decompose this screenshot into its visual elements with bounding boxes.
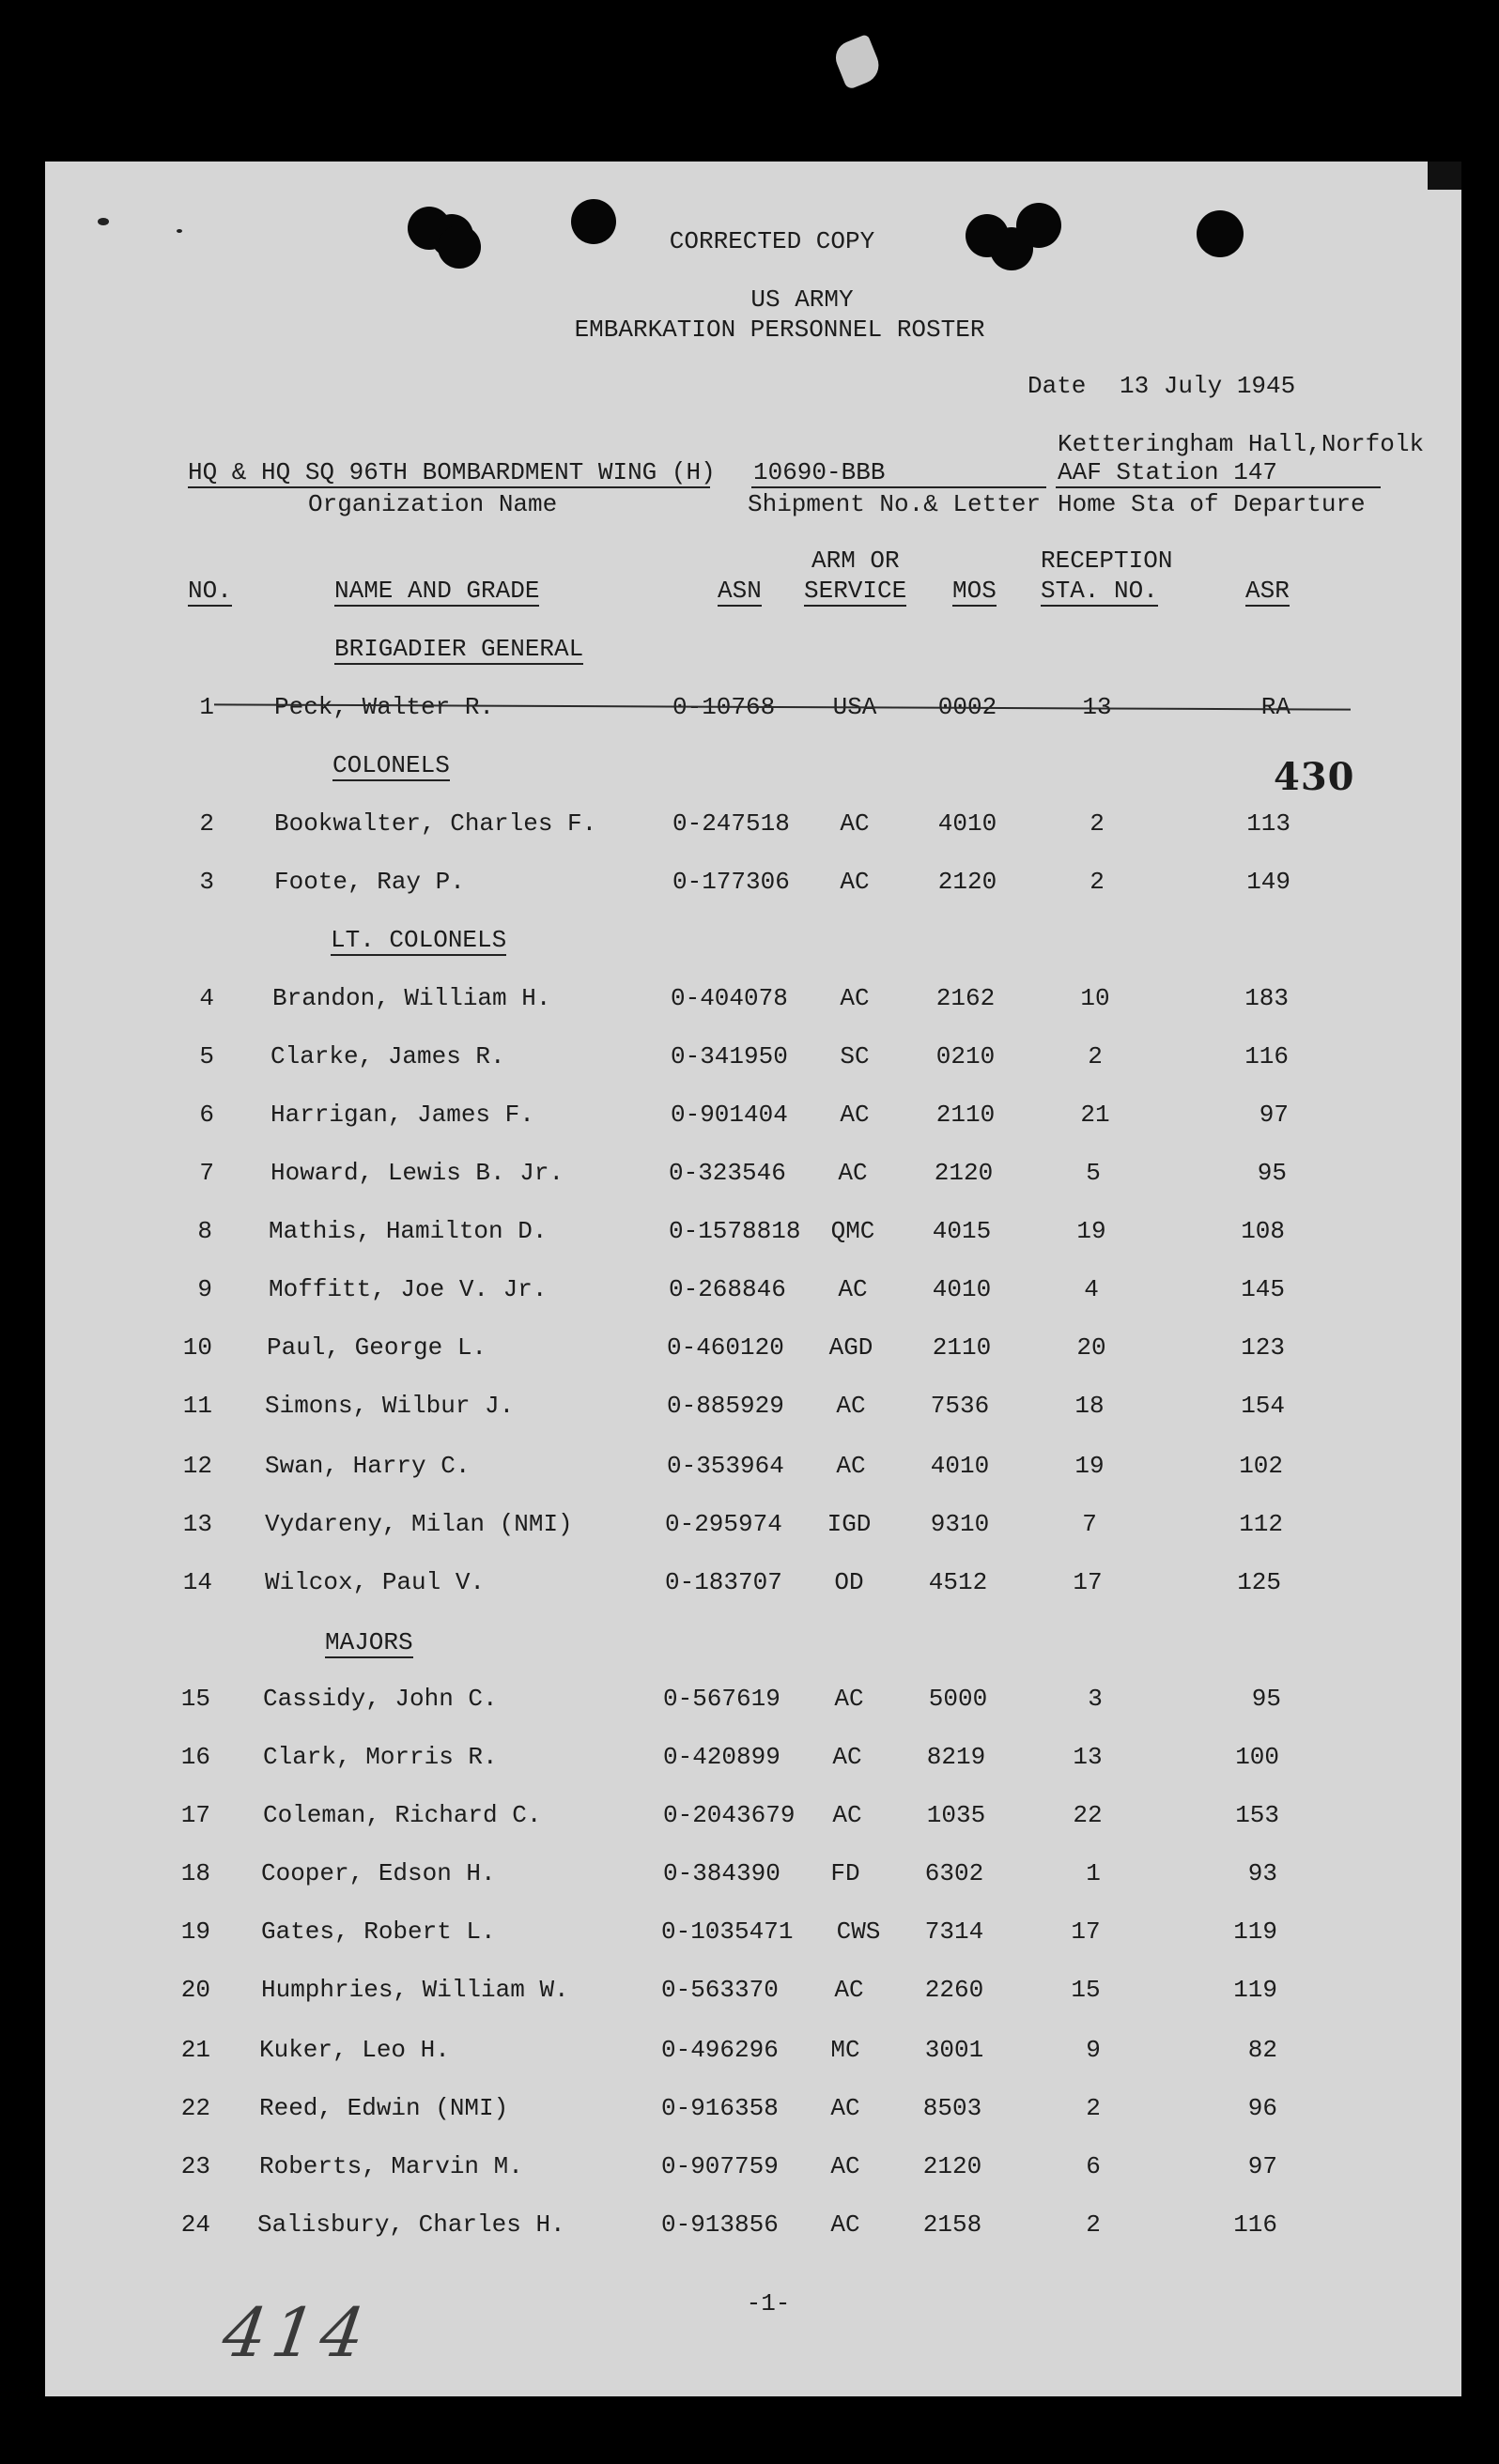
col-reception-top: RECEPTION	[1041, 547, 1173, 575]
row-asr: 153	[1235, 1801, 1279, 1829]
row-mos: 9310	[930, 1510, 990, 1538]
home-station-line2: AAF Station 147	[1058, 458, 1278, 486]
row-sta: 19	[1076, 1217, 1106, 1245]
row-sta: 2	[1089, 868, 1105, 896]
row-no: 15	[180, 1685, 210, 1713]
row-asr: 112	[1239, 1510, 1283, 1538]
row-asn: 0-323546	[669, 1159, 786, 1187]
punch-hole	[1197, 210, 1244, 257]
organization-label: Organization Name	[308, 490, 558, 518]
row-asn: 0-901404	[671, 1101, 788, 1129]
row-asr: 82	[1247, 2036, 1277, 2064]
col-arm-top: ARM OR	[811, 547, 900, 575]
row-asn: 0-913856	[661, 2210, 779, 2239]
row-asn: 0-907759	[661, 2152, 779, 2180]
row-no: 10	[182, 1333, 212, 1362]
row-no: 16	[180, 1743, 210, 1771]
row-name: Cooper, Edson H.	[261, 1859, 496, 1887]
page-number: -1-	[746, 2289, 791, 2318]
row-asr: 145	[1241, 1275, 1285, 1303]
row-sta: 22	[1073, 1801, 1103, 1829]
grade-heading: MAJORS	[325, 1628, 413, 1656]
row-no: 11	[182, 1392, 212, 1420]
row-name: Salisbury, Charles H.	[257, 2210, 565, 2239]
row-mos: 4010	[930, 1452, 990, 1480]
row-asn: 0-268846	[669, 1275, 786, 1303]
row-sta: 20	[1076, 1333, 1106, 1362]
row-no: 19	[180, 1917, 210, 1946]
row-asr: RA	[1260, 693, 1290, 721]
row-name: Wilcox, Paul V.	[265, 1568, 486, 1596]
home-station-line1: Ketteringham Hall,Norfolk	[1058, 430, 1425, 458]
row-mos: 3001	[924, 2036, 984, 2064]
row-sta: 4	[1084, 1275, 1099, 1303]
punch-hole	[1016, 203, 1061, 248]
row-mos: 6302	[924, 1859, 984, 1887]
row-asr: 96	[1247, 2094, 1277, 2122]
row-arm: AC	[832, 1801, 862, 1829]
row-sta: 2	[1088, 1042, 1103, 1070]
row-sta: 18	[1074, 1392, 1105, 1420]
row-asn: 0-2043679	[663, 1801, 796, 1829]
shipment-underline	[751, 486, 1046, 488]
organization-name: HQ & HQ SQ 96TH BOMBARDMENT WING (H)	[188, 458, 716, 486]
row-name: Harrigan, James F.	[270, 1101, 534, 1129]
row-arm: AC	[836, 1452, 866, 1480]
shipment-number: 10690-BBB	[753, 458, 886, 486]
table-row	[45, 1275, 1461, 1309]
punch-hole	[438, 225, 481, 269]
row-asr: 183	[1244, 984, 1289, 1012]
row-no: 5	[199, 1042, 214, 1070]
row-arm: CWS	[836, 1917, 881, 1946]
row-arm: AC	[840, 868, 870, 896]
handwritten-number: 430	[1274, 755, 1355, 799]
row-no: 18	[180, 1859, 210, 1887]
col-mos: MOS	[952, 577, 997, 605]
ink-mark	[98, 218, 109, 225]
row-mos: 2162	[935, 984, 996, 1012]
row-no: 22	[180, 2094, 210, 2122]
roster-page	[45, 162, 1461, 2396]
table-row	[45, 1917, 1461, 1951]
row-asr: 116	[1244, 1042, 1289, 1070]
table-row	[45, 1333, 1461, 1367]
shipment-label: Shipment No.& Letter	[748, 490, 1042, 518]
row-no: 8	[197, 1217, 212, 1245]
row-asr: 123	[1241, 1333, 1285, 1362]
table-row	[45, 2036, 1461, 2070]
row-arm: SC	[840, 1042, 870, 1070]
row-arm: AC	[830, 2210, 860, 2239]
row-sta: 7	[1082, 1510, 1097, 1538]
row-mos: 4010	[937, 809, 997, 838]
row-mos: 2120	[934, 1159, 994, 1187]
punch-hole	[571, 199, 616, 244]
row-asr: 97	[1247, 2152, 1277, 2180]
row-arm: AC	[832, 1743, 862, 1771]
row-sta: 15	[1071, 1976, 1101, 2004]
row-sta: 2	[1086, 2094, 1101, 2122]
row-sta: 2	[1089, 809, 1105, 838]
row-name: Simons, Wilbur J.	[265, 1392, 515, 1420]
row-arm: AC	[840, 1101, 870, 1129]
table-row	[45, 1392, 1461, 1425]
row-name: Mathis, Hamilton D.	[269, 1217, 548, 1245]
row-arm: AC	[834, 1685, 864, 1713]
row-asn: 0-341950	[671, 1042, 788, 1070]
row-mos: 8219	[926, 1743, 986, 1771]
row-sta: 2	[1086, 2210, 1101, 2239]
row-arm: AGD	[828, 1333, 873, 1362]
row-no: 9	[197, 1275, 212, 1303]
row-arm: FD	[830, 1859, 860, 1887]
row-sta: 1	[1086, 1859, 1101, 1887]
organization-underline	[188, 486, 710, 488]
row-mos: 2158	[922, 2210, 982, 2239]
col-asn: ASN	[718, 577, 762, 605]
row-mos: 4512	[928, 1568, 988, 1596]
row-name: Clarke, James R.	[270, 1042, 505, 1070]
row-name: Swan, Harry C.	[265, 1452, 471, 1480]
row-name: Cassidy, John C.	[263, 1685, 498, 1713]
row-mos: 0210	[935, 1042, 996, 1070]
table-row	[45, 1159, 1461, 1193]
row-sta: 13	[1073, 1743, 1103, 1771]
row-asr: 119	[1233, 1976, 1277, 2004]
row-asn: 0-183707	[665, 1568, 782, 1596]
col-asr: ASR	[1245, 577, 1290, 605]
row-name: Humphries, William W.	[261, 1976, 569, 2004]
row-sta: 6	[1086, 2152, 1101, 2180]
table-row	[45, 1976, 1461, 2010]
row-name: Paul, George L.	[267, 1333, 487, 1362]
table-row	[45, 2210, 1461, 2244]
row-arm: AC	[838, 1275, 868, 1303]
date-label: Date	[1028, 372, 1087, 400]
row-mos: 2120	[937, 868, 997, 896]
row-asr: 93	[1247, 1859, 1277, 1887]
row-arm: MC	[830, 2036, 860, 2064]
grade-heading: LT. COLONELS	[331, 926, 507, 954]
row-sta: 9	[1086, 2036, 1101, 2064]
us-army-heading: US ARMY	[750, 285, 854, 314]
row-arm: AC	[830, 2152, 860, 2180]
row-asr: 100	[1235, 1743, 1279, 1771]
row-asn: 0-177306	[672, 868, 790, 896]
row-asr: 149	[1246, 868, 1290, 896]
row-mos: 2110	[935, 1101, 996, 1129]
table-row	[45, 809, 1461, 843]
row-asr: 125	[1237, 1568, 1281, 1596]
row-no: 12	[182, 1452, 212, 1480]
row-arm: AC	[830, 2094, 860, 2122]
row-asn: 0-404078	[671, 984, 788, 1012]
date-value: 13 July 1945	[1120, 372, 1296, 400]
row-asr: 97	[1259, 1101, 1289, 1129]
row-asn: 0-10768	[672, 693, 776, 721]
row-asn: 0-885929	[667, 1392, 784, 1420]
home-station-label: Home Sta of Departure	[1058, 490, 1366, 518]
row-name: Reed, Edwin (NMI)	[259, 2094, 509, 2122]
row-no: 17	[180, 1801, 210, 1829]
row-arm: AC	[836, 1392, 866, 1420]
row-name: Clark, Morris R.	[263, 1743, 498, 1771]
row-mos: 2260	[924, 1976, 984, 2004]
table-row	[45, 693, 1461, 727]
table-row	[45, 1217, 1461, 1251]
row-arm: AC	[840, 984, 870, 1012]
row-asr: 119	[1233, 1917, 1277, 1946]
col-arm-bottom: SERVICE	[804, 577, 907, 605]
row-mos: 1035	[926, 1801, 986, 1829]
row-sta: 3	[1088, 1685, 1103, 1713]
row-arm: USA	[832, 693, 877, 721]
handwritten-page-number: 414	[218, 2293, 376, 2372]
table-row	[45, 1101, 1461, 1134]
row-name: Roberts, Marvin M.	[259, 2152, 523, 2180]
row-mos: 8503	[922, 2094, 982, 2122]
row-arm: AC	[838, 1159, 868, 1187]
row-sta: 21	[1080, 1101, 1110, 1129]
row-asn: 0-353964	[667, 1452, 784, 1480]
col-reception-bottom: STA. NO.	[1041, 577, 1158, 605]
row-sta: 5	[1086, 1159, 1101, 1187]
row-arm: IGD	[827, 1510, 872, 1538]
row-mos: 5000	[928, 1685, 988, 1713]
row-asr: 95	[1251, 1685, 1281, 1713]
row-sta: 13	[1082, 693, 1112, 721]
row-mos: 2120	[922, 2152, 982, 2180]
row-name: Brandon, William H.	[272, 984, 551, 1012]
row-name: Howard, Lewis B. Jr.	[270, 1159, 564, 1187]
row-mos: 0002	[937, 693, 997, 721]
row-no: 3	[199, 868, 214, 896]
row-sta: 17	[1071, 1917, 1101, 1946]
row-name: Foote, Ray P.	[274, 868, 465, 896]
row-sta: 19	[1074, 1452, 1105, 1480]
col-no: NO.	[188, 577, 232, 605]
row-no: 2	[199, 809, 214, 838]
row-asn: 0-1035471	[661, 1917, 794, 1946]
row-name: Vydareny, Milan (NMI)	[265, 1510, 573, 1538]
row-asr: 95	[1257, 1159, 1287, 1187]
row-asr: 154	[1241, 1392, 1285, 1420]
row-name: Gates, Robert L.	[261, 1917, 496, 1946]
table-row	[45, 2152, 1461, 2186]
row-name: Bookwalter, Charles F.	[274, 809, 597, 838]
row-asn: 0-460120	[667, 1333, 784, 1362]
row-asn: 0-420899	[663, 1743, 780, 1771]
row-asr: 113	[1246, 809, 1290, 838]
row-mos: 4010	[932, 1275, 992, 1303]
table-row	[45, 1568, 1461, 1602]
row-arm: AC	[840, 809, 870, 838]
grade-heading: BRIGADIER GENERAL	[334, 635, 584, 663]
row-asn: 0-567619	[663, 1685, 780, 1713]
corrected-copy-stamp: CORRECTED COPY	[669, 227, 875, 255]
row-no: 20	[180, 1976, 210, 2004]
paper-corner	[1428, 162, 1461, 190]
row-no: 4	[199, 984, 214, 1012]
row-asn: 0-1578818	[669, 1217, 801, 1245]
table-row	[45, 1743, 1461, 1777]
row-name: Kuker, Leo H.	[259, 2036, 450, 2064]
row-sta: 10	[1080, 984, 1110, 1012]
row-mos: 4015	[932, 1217, 992, 1245]
row-no: 6	[199, 1101, 214, 1129]
roster-title: EMBARKATION PERSONNEL ROSTER	[574, 316, 985, 344]
table-row	[45, 2094, 1461, 2128]
row-mos: 7314	[924, 1917, 984, 1946]
row-no: 14	[182, 1568, 212, 1596]
paper-scrap	[831, 34, 885, 90]
table-row	[45, 1452, 1461, 1486]
table-row	[45, 1859, 1461, 1893]
row-no: 1	[199, 693, 214, 721]
row-asr: 108	[1241, 1217, 1285, 1245]
row-no: 24	[180, 2210, 210, 2239]
row-asn: 0-295974	[665, 1510, 782, 1538]
row-asn: 0-916358	[661, 2094, 779, 2122]
table-row	[45, 1042, 1461, 1076]
row-arm: QMC	[830, 1217, 875, 1245]
row-asr: 102	[1239, 1452, 1283, 1480]
row-no: 7	[199, 1159, 214, 1187]
col-name: NAME AND GRADE	[334, 577, 540, 605]
row-no: 21	[180, 2036, 210, 2064]
row-asn: 0-496296	[661, 2036, 779, 2064]
row-mos: 7536	[930, 1392, 990, 1420]
table-row	[45, 1510, 1461, 1544]
row-asn: 0-563370	[661, 1976, 779, 2004]
row-name: Moffitt, Joe V. Jr.	[269, 1275, 548, 1303]
row-asr: 116	[1233, 2210, 1277, 2239]
table-row	[45, 984, 1461, 1018]
row-arm: AC	[834, 1976, 864, 2004]
row-name: Coleman, Richard C.	[263, 1801, 542, 1829]
table-row	[45, 1801, 1461, 1835]
row-name: Peck, Walter R.	[274, 693, 495, 721]
row-sta: 17	[1073, 1568, 1103, 1596]
row-arm: OD	[834, 1568, 864, 1596]
grade-heading: COLONELS	[332, 751, 450, 779]
table-row	[45, 1685, 1461, 1718]
row-no: 13	[182, 1510, 212, 1538]
row-asn: 0-384390	[663, 1859, 780, 1887]
table-row	[45, 868, 1461, 901]
row-asn: 0-247518	[672, 809, 790, 838]
row-no: 23	[180, 2152, 210, 2180]
ink-mark	[177, 229, 182, 233]
row-mos: 2110	[932, 1333, 992, 1362]
station-underline	[1056, 486, 1381, 488]
